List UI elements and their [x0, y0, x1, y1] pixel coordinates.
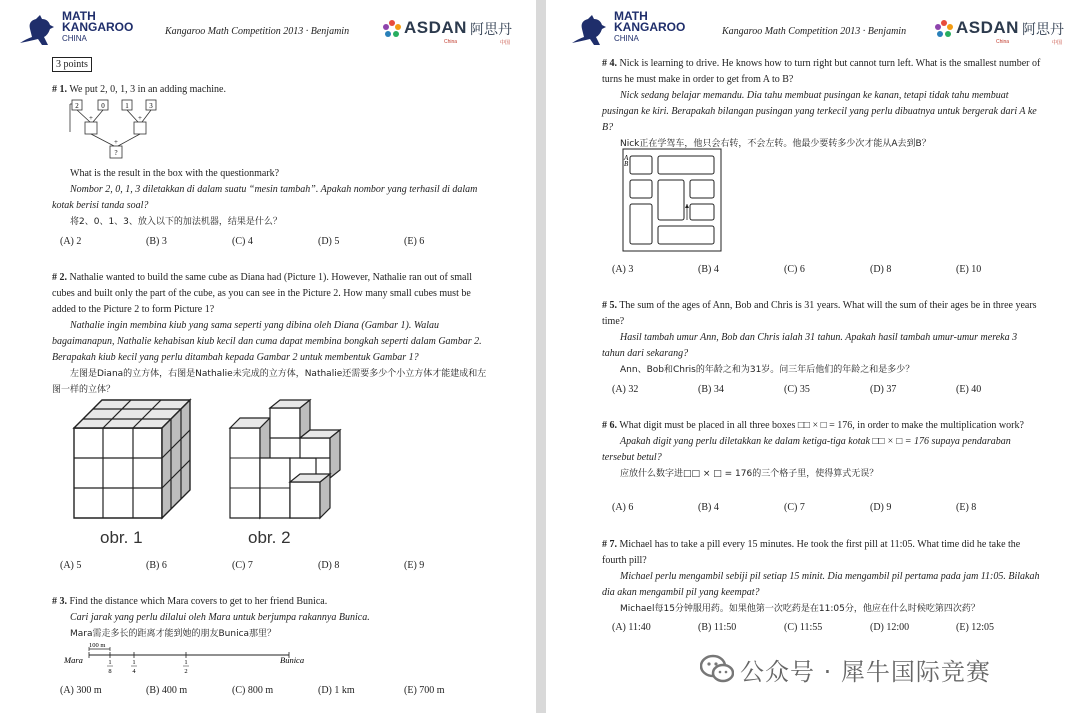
question-text-2: What is the result in the box with the questionmark?	[70, 168, 280, 179]
sponsor-cn: 阿思丹	[1022, 22, 1064, 38]
option-d[interactable]: (D) 8	[318, 560, 340, 571]
question-number: # 2.	[52, 272, 67, 283]
option-a[interactable]: (A) 11:40	[612, 622, 651, 633]
sponsor-small-cn: 中国	[1052, 40, 1063, 46]
question-number: # 5.	[602, 300, 617, 311]
question-text-ms: Michael perlu mengambil sebiji pil setiap 15 minit. Dia mengambil pil pertama pada jam 11:05. Bilakah dia akan mengambil pil yang keempat?	[602, 571, 1040, 598]
question-number: # 1.	[52, 84, 67, 95]
machine-input-4: 3	[149, 102, 153, 110]
option-c[interactable]: (C) 800 m	[232, 685, 274, 696]
fraction-3-den: 2	[184, 668, 188, 675]
question-text-ms: Hasil tambah umur Ann, Bob dan Chris ialah 31 tahun. Apakah hasil tambah umur-umur mereka 3 tahun dari sekarang?	[602, 332, 1018, 359]
fraction-1-num: 1	[108, 659, 112, 666]
option-e[interactable]: (E) 10	[956, 264, 982, 275]
question-text-zh: Mara需走多长的距离才能到她的朋友Bunica那里？	[70, 629, 277, 639]
figure-1-label: obr. 1	[100, 528, 143, 547]
distance-diagram	[64, 640, 334, 676]
points-badge: 3 points	[52, 57, 92, 72]
question-text-ms: Nombor 2, 0, 1, 3 diletakkan di dalam suatu “mesin tambah”. Apakah nombor yang terhasil di dalam kotak berisi tanda soal?	[52, 184, 478, 211]
street-map-diagram	[622, 148, 722, 252]
q5-options	[612, 384, 1042, 398]
question-text: We put 2, 0, 1, 3 in an adding machine.	[69, 84, 226, 95]
machine-op-2: +	[138, 114, 142, 122]
option-e[interactable]: (E) 9	[404, 560, 425, 571]
wechat-icon	[700, 654, 734, 684]
option-a[interactable]: (A) 2	[60, 236, 82, 247]
question-text-zh: 应放什么数字进□□ × □ = 176的三个格子里，使得算式无误？	[620, 469, 879, 479]
start-label: Mara	[64, 655, 83, 665]
cube-picture-1	[72, 398, 192, 523]
sponsor-name: ASDAN	[404, 18, 467, 37]
option-b[interactable]: (B) 4	[698, 264, 719, 275]
machine-op-1: +	[89, 114, 93, 122]
question-number: # 3.	[52, 596, 67, 607]
question-text-zh: Ann、Bob和Chris的年龄之和为31岁。问三年后他们的年龄之和是多少？	[620, 365, 915, 375]
logo-line-1: MATH	[614, 9, 648, 23]
q6-options	[612, 502, 1042, 516]
machine-op-3: +	[114, 138, 118, 146]
q4-options	[612, 264, 1042, 278]
question-7	[602, 537, 1042, 617]
question-5	[602, 298, 1042, 378]
end-label: Bunica	[280, 655, 305, 665]
fraction-2-num: 1	[132, 659, 136, 666]
logo-line-2: KANGAROO	[614, 20, 686, 34]
fraction-3-num: 1	[184, 659, 188, 666]
machine-input-2: 0	[101, 102, 105, 110]
option-e[interactable]: (E) 8	[956, 502, 977, 513]
sponsor-small-cn: 中国	[500, 40, 511, 46]
sponsor-name: ASDAN	[956, 18, 1019, 37]
option-c[interactable]: (C) 7	[784, 502, 805, 513]
option-c[interactable]: (C) 7	[232, 560, 253, 571]
machine-input-1: 2	[75, 102, 79, 110]
question-text: The sum of the ages of Ann, Bob and Chris is 31 years. What will the sum of their ages be in three years time?	[602, 300, 1037, 327]
question-text: What digit must be placed in all three boxes □□ × □ = 176, in order to make the multiplication work?	[619, 420, 1024, 431]
question-text-ms: Nick sedang belajar memandu. Dia tahu membuat pusingan ke kanan, tetapi tidak tahu membuat pusingan ke kiri. Berapakah bilangan pusingan yang terkecil yang perlu dibuatnya untuk bergerak dari A ke B?	[602, 90, 1037, 133]
fraction-2-den: 4	[132, 668, 136, 675]
point-a-label: A	[624, 154, 629, 162]
question-text-zh: Michael每15分钟服用药。如果他第一次吃药是在11:05分，他应在什么时候吃第四次药？	[620, 604, 980, 614]
option-c[interactable]: (C) 35	[784, 384, 810, 395]
question-number: # 4.	[602, 58, 617, 69]
option-d[interactable]: (D) 9	[870, 502, 892, 513]
option-b[interactable]: (B) 400 m	[146, 685, 188, 696]
option-a[interactable]: (A) 32	[612, 384, 639, 395]
question-text: Nick is learning to drive. He knows how to turn right but cannot turn left. What is the smallest number of turns he must make in order to get from A to B?	[602, 58, 1041, 85]
option-a[interactable]: (A) 3	[612, 264, 634, 275]
q1-options	[60, 236, 490, 250]
competition-title: Kangaroo Math Competition 2013 · Benjamin	[165, 26, 350, 37]
wechat-watermark	[700, 652, 1060, 688]
option-c[interactable]: (C) 11:55	[784, 622, 823, 633]
kangaroo-icon	[18, 13, 60, 47]
asdan-logo	[382, 18, 522, 48]
logo-line-3: CHINA	[614, 34, 639, 43]
option-c[interactable]: (C) 4	[232, 236, 253, 247]
asdan-flower-icon	[934, 19, 954, 39]
left-page	[0, 0, 536, 713]
option-d[interactable]: (D) 37	[870, 384, 897, 395]
asdan-logo	[934, 18, 1074, 48]
question-text-ms: Apakah digit yang perlu diletakkan ke dalam ketiga-tiga kotak □□ × □ = 176 supaya pendaraban tersebut betul?	[602, 436, 1011, 463]
option-e[interactable]: (E) 40	[956, 384, 982, 395]
fraction-1-den: 8	[108, 668, 112, 675]
option-b[interactable]: (B) 34	[698, 384, 724, 395]
math-kangaroo-logo	[570, 11, 690, 49]
question-number: # 6.	[602, 420, 617, 431]
question-2	[52, 270, 492, 398]
question-text-zh: 将2、0、1、3、放入以下的加法机器，结果是什么？	[70, 217, 282, 227]
option-d[interactable]: (D) 5	[318, 236, 340, 247]
question-text: Michael has to take a pill every 15 minutes. He took the first pill at 11:05. What time did he take the fourth pill?	[602, 539, 1021, 566]
question-text-ms: Nathalie ingin membina kiub yang sama seperti yang dibina oleh Diana (Gambar 1). Walau bagaimanapun, Nathalie kehabisan kiub kecil dan cuma dapat membina bongkah seperti dalam Gambar 2. Berapakah kiub kecil yang perlu ditambah kepada Gambar 2 untuk membentuk Gambar 1?	[52, 320, 482, 363]
option-d[interactable]: (D) 1 km	[318, 685, 355, 696]
option-a[interactable]: (A) 5	[60, 560, 82, 571]
option-b[interactable]: (B) 3	[146, 236, 167, 247]
question-3	[52, 594, 492, 642]
question-number: # 7.	[602, 539, 617, 550]
asdan-flower-icon	[382, 19, 402, 39]
option-a[interactable]: (A) 6	[612, 502, 634, 513]
question-text-zh: Nick正在学驾车，他只会右转，不会左转。他最少要转多少次才能从A去到B？	[620, 139, 931, 149]
option-b[interactable]: (B) 11:50	[698, 622, 737, 633]
adding-machine-diagram	[66, 98, 166, 160]
option-d[interactable]: (D) 12:00	[870, 622, 910, 633]
q3-options	[60, 685, 490, 699]
question-6	[602, 418, 1042, 482]
option-a[interactable]: (A) 300 m	[60, 685, 102, 696]
kangaroo-icon	[570, 13, 612, 47]
sponsor-small: China	[444, 39, 458, 45]
question-text: Find the distance which Mara covers to get to her friend Bunica.	[69, 596, 328, 607]
question-4	[602, 56, 1042, 152]
option-b[interactable]: (B) 6	[146, 560, 167, 571]
logo-line-1: MATH	[62, 9, 96, 23]
math-kangaroo-logo	[18, 11, 138, 49]
sponsor-small: China	[996, 39, 1010, 45]
sponsor-cn: 阿思丹	[470, 22, 512, 38]
option-e[interactable]: (E) 6	[404, 236, 425, 247]
option-e[interactable]: (E) 700 m	[404, 685, 445, 696]
q7-options	[612, 622, 1042, 636]
question-text-zh: 左图是Diana的立方体，右图是Nathalie未完成的立方体，Nathalie还需要多少个小立方体才能建成和左图一样的立体？	[52, 369, 487, 395]
option-b[interactable]: (B) 4	[698, 502, 719, 513]
cube-picture-2	[226, 398, 350, 523]
point-b-label: B	[624, 160, 629, 168]
logo-line-2: KANGAROO	[62, 20, 134, 34]
watermark-text: 公众号 · 犀牛国际竞赛	[740, 658, 991, 686]
option-d[interactable]: (D) 8	[870, 264, 892, 275]
logo-line-3: CHINA	[62, 34, 87, 43]
option-c[interactable]: (C) 6	[784, 264, 805, 275]
right-page	[546, 0, 1080, 713]
question-text-ms: Cari jarak yang perlu dilalui oleh Mara untuk berjumpa rakannya Bunica.	[70, 612, 370, 623]
page-header	[546, 8, 1080, 48]
machine-output: ?	[114, 149, 118, 157]
machine-input-3: 1	[125, 102, 129, 110]
q2-options	[60, 560, 490, 574]
page-header	[0, 8, 536, 48]
option-e[interactable]: (E) 12:05	[956, 622, 995, 633]
competition-title: Kangaroo Math Competition 2013 · Benjamin	[722, 26, 907, 37]
figure-2-label: obr. 2	[248, 528, 291, 547]
question-1	[52, 82, 492, 98]
scale-label: 100 m	[89, 642, 106, 649]
question-text: Nathalie wanted to build the same cube as Diana had (Picture 1). However, Nathalie ran out of small cubes and built only the part of the cube, as you can see in the Picture 2. How many small cubes must be added to the Picture 2 to form Picture 1?	[52, 272, 473, 315]
